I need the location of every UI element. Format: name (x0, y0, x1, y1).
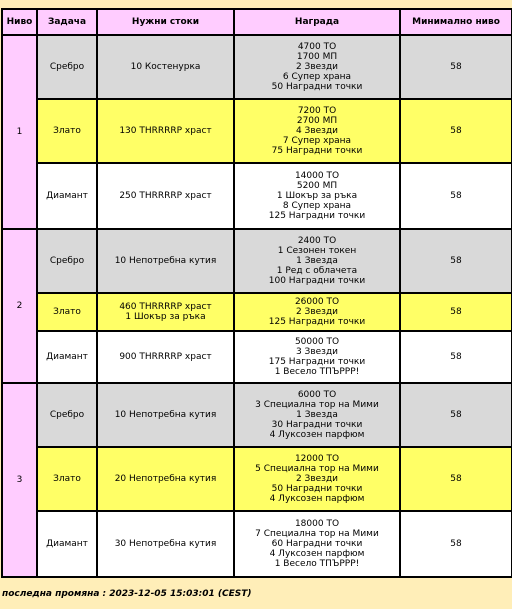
reward-item: 4 Луксозен парфюм (269, 494, 365, 504)
required-item: 250 THRRRRP храст (119, 191, 212, 201)
header-required: Нужни стоки (97, 9, 234, 35)
reward-item: 1 Ред с облачета (276, 266, 358, 276)
quest-table-body (2, 35, 512, 577)
level-number: 2 (2, 229, 37, 383)
reward-item: 30 Наградни точки (271, 420, 363, 430)
reward-list (234, 99, 400, 163)
reward-item: 2 Звезди (295, 307, 339, 317)
header-min-level: Минимално ниво (400, 9, 512, 35)
table-row (2, 35, 512, 99)
required-item: 130 THRRRRP храст (119, 126, 212, 136)
required-item: 20 Непотребна кутия (114, 474, 217, 484)
reward-item: 3 Звезди (295, 347, 339, 357)
reward-item: 60 Наградни точки (271, 539, 363, 549)
header-level: Ниво (2, 9, 37, 35)
reward-list (234, 293, 400, 331)
table-row (2, 511, 512, 577)
min-level-value: 58 (400, 293, 512, 331)
min-level-value: 58 (400, 511, 512, 577)
task-tier: Сребро (37, 383, 97, 447)
min-level-value: 58 (400, 229, 512, 293)
reward-item: 2400 ТО (297, 236, 337, 246)
reward-item: 175 Наградни точки (268, 357, 366, 367)
reward-item: 8 Супер храна (282, 201, 352, 211)
required-item: 10 Непотребна кутия (114, 410, 217, 420)
reward-item: 1 Шокър за ръка (276, 191, 358, 201)
reward-item: 125 Наградни точки (268, 211, 366, 221)
reward-item: 125 Наградни точки (268, 317, 366, 327)
task-tier: Злато (37, 293, 97, 331)
task-tier: Диамант (37, 511, 97, 577)
min-level-value: 58 (400, 163, 512, 229)
required-item: 30 Непотребна кутия (114, 539, 217, 549)
reward-item: 12000 ТО (294, 454, 340, 464)
task-tier: Злато (37, 99, 97, 163)
reward-item: 75 Наградни точки (271, 146, 363, 156)
reward-item: 5 Специална тор на Мими (255, 464, 379, 474)
required-goods (97, 35, 234, 99)
reward-list (234, 331, 400, 383)
table-row (2, 229, 512, 293)
reward-item: 4 Луксозен парфюм (269, 549, 365, 559)
reward-list (234, 163, 400, 229)
required-goods (97, 383, 234, 447)
reward-item: 18000 ТО (294, 519, 340, 529)
required-item: 1 Шокър за ръка (125, 312, 206, 322)
min-level-value: 58 (400, 383, 512, 447)
task-tier: Злато (37, 447, 97, 511)
header-reward: Награда (234, 9, 400, 35)
reward-item: 1 Звезда (296, 410, 338, 420)
reward-item: 7 Специална тор на Мими (255, 529, 379, 539)
reward-item: 1 Весело ТПЪРРР! (274, 367, 360, 377)
level-number: 3 (2, 383, 37, 577)
table-row (2, 383, 512, 447)
reward-item: 3 Специална тор на Мими (255, 400, 379, 410)
required-item: 460 THRRRRP храст (119, 302, 212, 312)
quest-table (1, 8, 512, 578)
required-item: 10 Костенурка (130, 62, 201, 72)
table-row (2, 163, 512, 229)
reward-list (234, 229, 400, 293)
reward-item: 5200 МП (296, 181, 338, 191)
min-level-value: 58 (400, 35, 512, 99)
last-modified-note: последна промяна : 2023-12-05 15:03:01 (CEST) (2, 589, 252, 599)
reward-item: 100 Наградни точки (268, 276, 366, 286)
task-tier: Сребро (37, 229, 97, 293)
min-level-value: 58 (400, 447, 512, 511)
reward-list (234, 511, 400, 577)
required-goods (97, 511, 234, 577)
reward-list (234, 383, 400, 447)
reward-item: 6 Супер храна (282, 72, 352, 82)
required-goods (97, 163, 234, 229)
reward-item: 2700 МП (296, 116, 338, 126)
task-tier: Диамант (37, 331, 97, 383)
reward-item: 14000 ТО (294, 171, 340, 181)
min-level-value: 58 (400, 331, 512, 383)
reward-list (234, 35, 400, 99)
header-row (2, 9, 512, 35)
table-row (2, 293, 512, 331)
min-level-value: 58 (400, 99, 512, 163)
table-row (2, 99, 512, 163)
reward-item: 7200 ТО (297, 106, 337, 116)
reward-item: 4 Звезди (295, 126, 339, 136)
reward-item: 2 Звезди (295, 474, 339, 484)
required-goods (97, 331, 234, 383)
reward-item: 4 Луксозен парфюм (269, 430, 365, 440)
table-row (2, 331, 512, 383)
reward-item: 1 Весело ТПЪРРР! (274, 559, 360, 569)
reward-item: 50000 ТО (294, 337, 340, 347)
reward-item: 50 Наградни точки (271, 82, 363, 92)
task-tier: Диамант (37, 163, 97, 229)
reward-item: 1700 МП (296, 52, 338, 62)
required-goods (97, 447, 234, 511)
table-row (2, 447, 512, 511)
reward-item: 1 Сезонен токен (277, 246, 357, 256)
reward-item: 7 Супер храна (282, 136, 352, 146)
required-goods (97, 229, 234, 293)
reward-item: 50 Наградни точки (271, 484, 363, 494)
header-task: Задача (37, 9, 97, 35)
task-tier: Сребро (37, 35, 97, 99)
reward-item: 1 Звезда (296, 256, 338, 266)
reward-list (234, 447, 400, 511)
required-goods (97, 293, 234, 331)
required-goods (97, 99, 234, 163)
required-item: 900 THRRRRP храст (119, 352, 212, 362)
reward-item: 2 Звезди (295, 62, 339, 72)
reward-item: 6000 ТО (297, 390, 337, 400)
reward-item: 4700 ТО (297, 42, 337, 52)
required-item: 10 Непотребна кутия (114, 256, 217, 266)
reward-item: 26000 ТО (294, 297, 340, 307)
level-number: 1 (2, 35, 37, 229)
